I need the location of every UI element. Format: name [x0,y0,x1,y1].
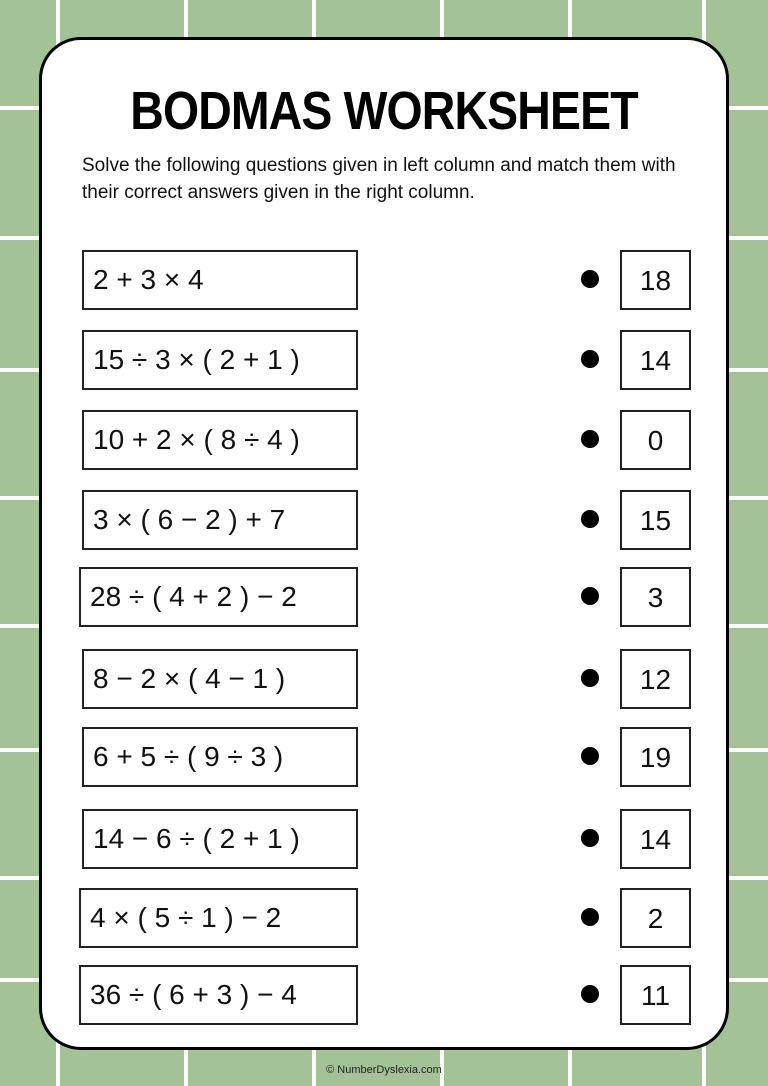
question-box: 14 − 6 ÷ ( 2 + 1 ) [82,809,358,869]
page-title: BODMAS WORKSHEET [130,81,638,141]
copyright-footer: © NumberDyslexia.com [326,1064,442,1076]
match-dot[interactable] [581,747,599,765]
question-box: 28 ÷ ( 4 + 2 ) − 2 [79,567,358,627]
question-box: 10 + 2 × ( 8 ÷ 4 ) [82,410,358,470]
match-dot[interactable] [581,985,599,1003]
match-dot[interactable] [581,669,599,687]
question-box: 3 × ( 6 − 2 ) + 7 [82,490,358,550]
answer-box: 3 [620,567,691,627]
answer-box: 19 [620,727,691,787]
match-dot[interactable] [581,908,599,926]
match-dot[interactable] [581,587,599,605]
question-box: 6 + 5 ÷ ( 9 ÷ 3 ) [82,727,358,787]
answer-box: 15 [620,490,691,550]
match-dot[interactable] [581,270,599,288]
answer-box: 18 [620,250,691,310]
answer-box: 11 [620,965,691,1025]
question-box: 15 ÷ 3 × ( 2 + 1 ) [82,330,358,390]
match-dot[interactable] [581,510,599,528]
answer-box: 12 [620,649,691,709]
answer-box: 2 [620,888,691,948]
question-box: 2 + 3 × 4 [82,250,358,310]
question-box: 8 − 2 × ( 4 − 1 ) [82,649,358,709]
question-box: 36 ÷ ( 6 + 3 ) − 4 [79,965,358,1025]
answer-box: 14 [620,330,691,390]
match-dot[interactable] [581,350,599,368]
match-dot[interactable] [581,829,599,847]
answer-box: 0 [620,410,691,470]
question-box: 4 × ( 5 ÷ 1 ) − 2 [79,888,358,948]
match-dot[interactable] [581,430,599,448]
instructions: Solve the following questions given in left column and match them with their correct answers given in the right column. [82,155,676,203]
answer-box: 14 [620,809,691,869]
